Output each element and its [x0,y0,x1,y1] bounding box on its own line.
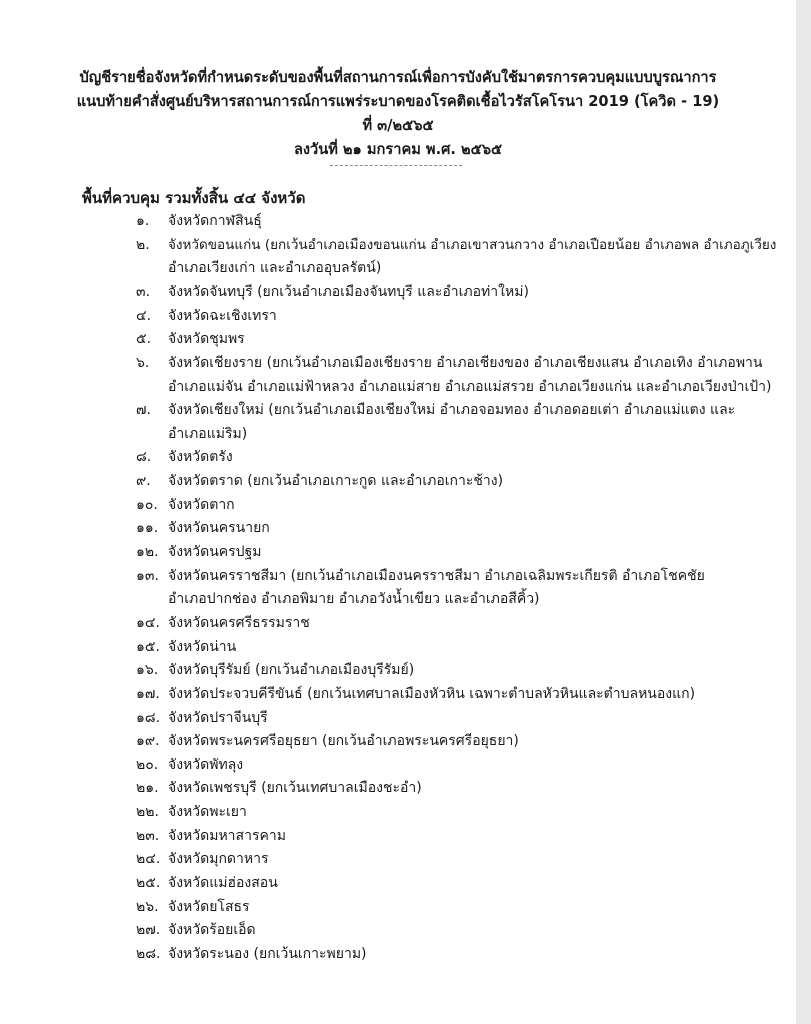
list-item [0,730,796,754]
item-number: ๕. [136,331,152,348]
item-text: จังหวัดเพชรบุรี (ยกเว้นเทศบาลเมืองชะอำ) [168,780,422,797]
list-item [0,872,796,896]
item-number: ๒๑. [136,780,159,797]
list-item [0,328,796,352]
item-number: ๑. [136,213,150,229]
list-item [0,494,796,518]
item-text: จังหวัดนครศรีธรรมราช [168,614,310,631]
list-item [0,848,796,872]
item-number: ๑๖. [136,662,159,679]
list-item [0,446,796,470]
item-text: จังหวัดนครราชสีมา (ยกเว้นอำเภอเมืองนครราชสีมา อำเภอเฉลิมพระเกียรติ อำเภอโชคชัย [168,567,705,584]
item-number: ๒๗. [136,922,161,939]
item-number: ๑๘. [136,709,161,726]
province-list [0,210,796,967]
list-item [0,919,796,943]
item-text: จังหวัดระนอง (ยกเว้นเกาะพยาม) [168,945,367,962]
item-text: จังหวัดยโสธร [168,898,250,915]
list-item [0,801,796,825]
list-item [0,825,796,849]
item-text: จังหวัดมหาสารคาม [168,827,286,844]
list-item [0,612,796,636]
item-number: ๑๗. [136,685,160,702]
item-number: ๒๓. [136,827,160,844]
item-text: จังหวัดประจวบคีรีขันธ์ (ยกเว้นเทศบาลเมืองหัวหิน เฉพาะตำบลหัวหินและตำบลหนองแก) [168,685,696,702]
order-date: ลงวันที่ ๒๑ มกราคม พ.ศ. ๒๕๖๕ [293,141,503,158]
list-item [0,517,796,541]
item-number: ๒. [136,236,150,253]
item-text: จังหวัดบุรีรัมย์ (ยกเว้นอำเภอเมืองบุรีรัมย์) [168,662,415,679]
list-item [0,352,796,399]
item-text: จังหวัดชุมพร [168,331,245,348]
item-number: ๗. [136,402,151,419]
list-item [0,305,796,329]
item-number: ๒๐. [136,756,159,773]
header-line-2: แนบท้ายคำสั่งศูนย์บริหารสถานการณ์การแพร่ระบาดของโรคติดเชื้อไวรัสโคโรนา 2019 (โควิด - 19) [76,93,720,110]
item-text: จังหวัดเชียงราย (ยกเว้นอำเภอเมืองเชียงราย อำเภอเชียงของ อำเภอเชียงแสน อำเภอเทิง อำเภอพาน [168,354,763,371]
list-item [0,683,796,707]
header-line-1: บัญชีรายชื่อจังหวัดที่กำหนดระดับของพื้นที่สถานการณ์เพื่อการบังคับใช้มาตรการควบคุมแบบบูรณาการ [79,69,717,86]
list-item [0,636,796,660]
item-number: ๒๘. [136,945,161,962]
item-text: อำเภอแม่จัน อำเภอแม่ฟ้าหลวง อำเภอแม่สาย อำเภอแม่สรวย อำเภอเวียงแก่น และอำเภอเวียงป่าเป้า) [168,378,772,395]
list-item [0,896,796,920]
item-text: อำเภอปากช่อง อำเภอพิมาย อำเภอวังน้ำเขียว และอำเภอสีคิ้ว) [168,591,540,608]
item-number: ๓. [136,283,151,300]
list-item [0,470,796,494]
list-item [0,754,796,778]
item-text: จังหวัดจันทบุรี (ยกเว้นอำเภอเมืองจันทบุรี และอำเภอท่าใหม่) [168,283,529,300]
divider [330,165,462,166]
list-item [0,541,796,565]
item-number: ๑๔. [136,614,160,631]
item-number: ๑๑. [136,520,159,537]
item-number: ๒๖. [136,898,159,915]
list-item [0,234,796,281]
item-text: จังหวัดปราจีนบุรี [168,709,268,726]
order-number: ที่ ๓/๒๕๖๕ [362,117,434,134]
list-item [0,659,796,683]
item-number: ๙. [136,473,151,490]
item-number: ๒๔. [136,851,161,868]
list-item [0,399,796,446]
item-text: จังหวัดนครปฐม [168,544,262,561]
page-edge [796,0,811,1024]
document-header [0,66,796,162]
item-text: จังหวัดพัทลุง [168,756,244,773]
list-item [0,210,796,234]
section-title: พื้นที่ควบคุม รวมทั้งสิ้น ๔๔ จังหวัด [82,189,306,207]
item-number: ๑๓. [136,567,159,584]
item-text: จังหวัดพระนครศรีอยุธยา (ยกเว้นอำเภอพระนครศรีอยุธยา) [168,733,519,750]
list-item [0,565,796,612]
item-text: จังหวัดตรัง [168,449,233,466]
item-number: ๑๒. [136,544,159,561]
item-text: จังหวัดมุกดาหาร [168,851,269,868]
item-number: ๘. [136,449,152,466]
list-item [0,707,796,731]
item-number: ๔. [136,307,152,324]
item-text: อำเภอเวียงเก่า และอำเภออุบลรัตน์) [168,260,382,277]
item-text: จังหวัดฉะเชิงเทรา [168,307,277,324]
item-text: จังหวัดร้อยเอ็ด [168,922,256,939]
item-text: จังหวัดกาฬสินธุ์ [168,213,262,229]
item-text: จังหวัดพะเยา [168,804,247,821]
item-number: ๖. [136,354,150,371]
item-number: ๑๕. [136,638,160,655]
item-text: จังหวัดตราด (ยกเว้นอำเภอเกาะกูด และอำเภอเกาะช้าง) [168,473,504,490]
item-text: จังหวัดน่าน [168,638,237,655]
item-text: จังหวัดตาก [168,496,235,513]
item-number: ๑๙. [136,733,160,750]
item-number: ๒๒. [136,804,159,821]
item-number: ๒๕. [136,875,161,891]
item-text: จังหวัดขอนแก่น (ยกเว้นอำเภอเมืองขอนแก่น อำเภอเขาสวนกวาง อำเภอเปือยน้อย อำเภอพล อำเภอภูเวียง [168,236,777,253]
list-item [0,943,796,967]
item-text: อำเภอแม่ริม) [168,425,248,442]
item-text: จังหวัดแม่ฮ่องสอน [168,875,278,891]
list-item [0,777,796,801]
item-text: จังหวัดนครนายก [168,520,270,537]
item-text: จังหวัดเชียงใหม่ (ยกเว้นอำเภอเมืองเชียงใหม่ อำเภอจอมทอง อำเภอดอยเต่า อำเภอแม่แตง และ [168,402,736,419]
list-item [0,281,796,305]
item-number: ๑๐. [136,496,158,513]
